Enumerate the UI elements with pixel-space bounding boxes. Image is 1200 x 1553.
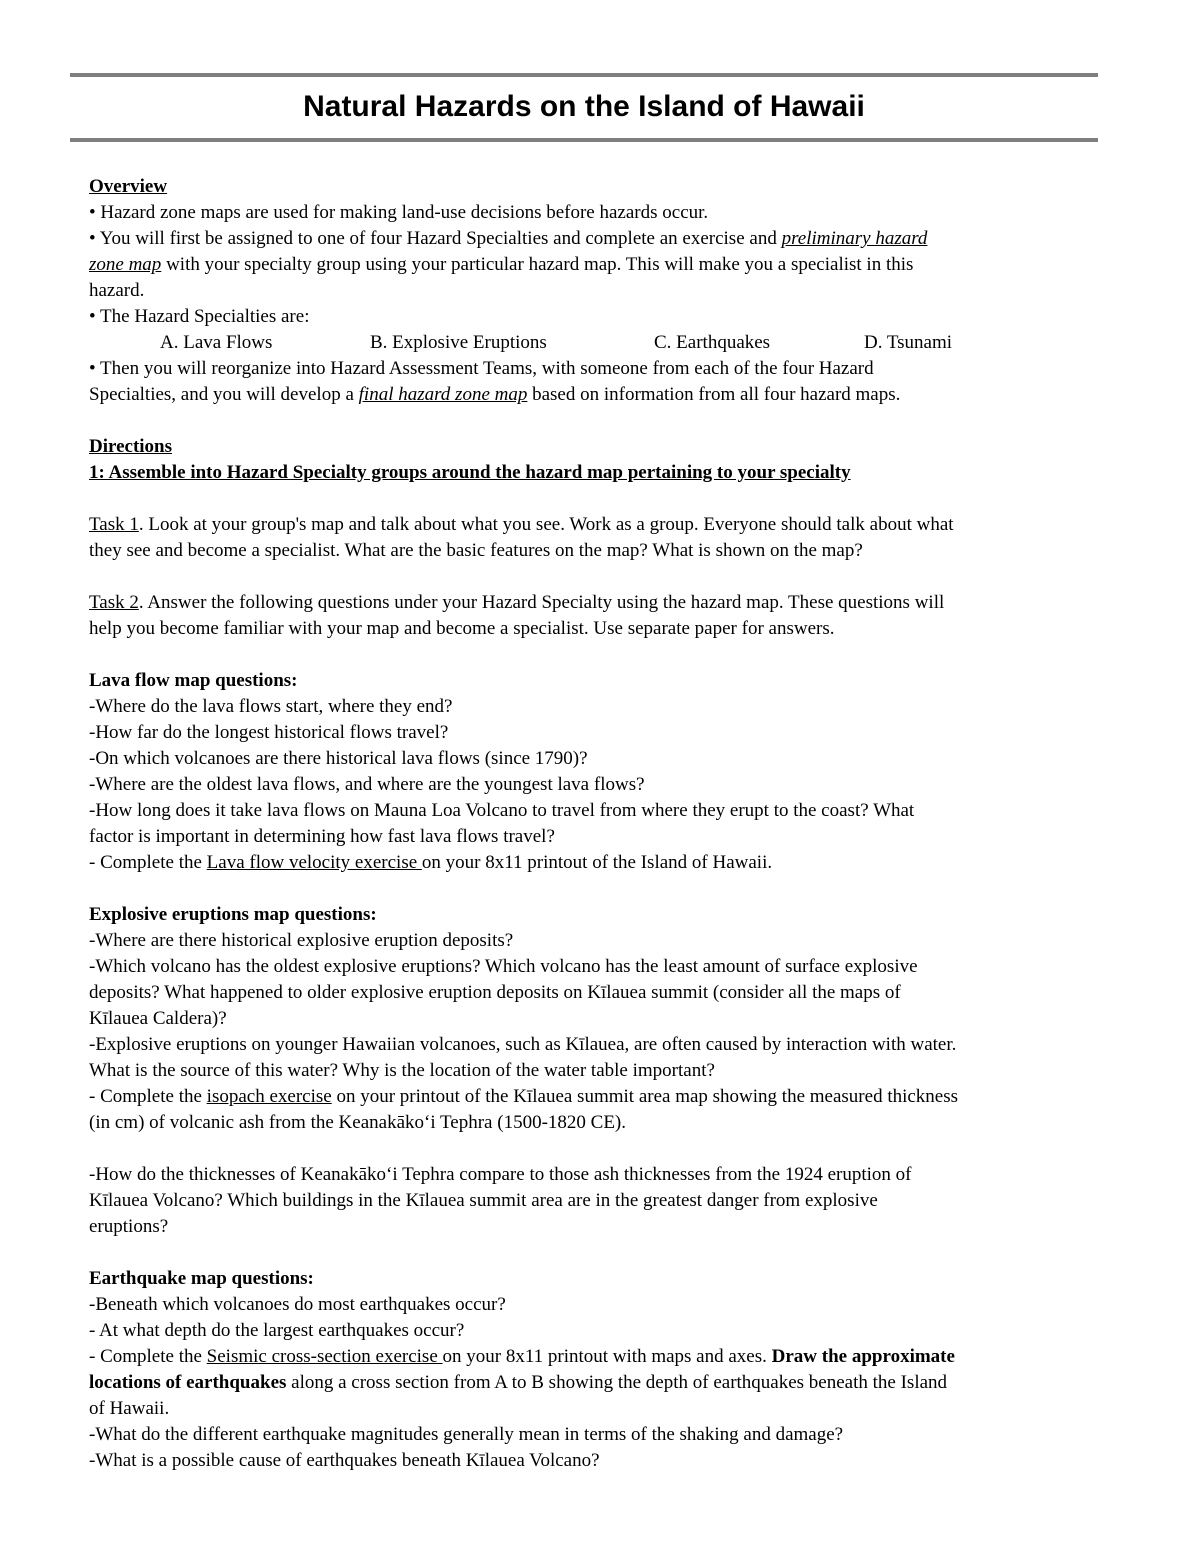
title-bottom-rule: [70, 138, 1098, 142]
overview-bullet-4: • Then you will reorganize into Hazard Assessment Teams, with someone from each of the four Hazard: [89, 358, 874, 379]
explosive-question-5: -How do the thicknesses of Keanakāko‘i Tephra compare to those ash thicknesses from the 1924 eruption of: [89, 1164, 912, 1185]
lava-question-6-text: - Complete the: [89, 852, 207, 873]
preliminary-hazard-link[interactable]: preliminary hazard: [781, 228, 928, 249]
spacer: [89, 1136, 1129, 1162]
overview-bullet-4-text: Specialties, and you will develop a: [89, 384, 359, 405]
earthquake-question-3-text-c: along a cross section from A to B showing the depth of earthquakes beneath the Island: [286, 1372, 948, 1393]
document-body: [89, 174, 1129, 1474]
earthquake-question-3-cont: [89, 1370, 1129, 1396]
lava-question-3: -On which volcanoes are there historical lava flows (since 1790)?: [89, 748, 588, 769]
explosive-question-4-cont: (in cm) of volcanic ash from the Keanakāko‘i Tephra (1500-1820 CE).: [89, 1112, 627, 1133]
zone-map-link[interactable]: zone map: [89, 254, 162, 275]
overview-heading: Overview: [89, 176, 168, 197]
overview-bullet-2-text-b: with your specialty group using your particular hazard map. This will make you a specialist in this: [161, 254, 914, 275]
explosive-question-4-text: - Complete the: [89, 1086, 207, 1107]
spacer: [89, 408, 1129, 434]
directions-heading: Directions: [89, 436, 173, 457]
spacer: [89, 1240, 1129, 1266]
explosive-question-3-cont: What is the source of this water? Why is the location of the water table important?: [89, 1060, 715, 1081]
task-2: [89, 590, 1129, 616]
explosive-question-4-text-end: on your printout of the Kīlauea summit area map showing the measured thickness: [331, 1086, 959, 1107]
explosive-heading: Explosive eruptions map questions:: [89, 904, 377, 925]
specialty-c: C. Earthquakes: [654, 332, 771, 353]
earthquake-question-3-end: of Hawaii.: [89, 1398, 170, 1419]
specialty-a: A. Lava Flows: [160, 332, 273, 353]
spacer: [89, 486, 1129, 512]
task-2-text: . Answer the following questions under your Hazard Specialty using the hazard map. These questions will: [138, 592, 945, 613]
spacer: [89, 564, 1129, 590]
task-1-cont: they see and become a specialist. What are the basic features on the map? What is shown on the map?: [89, 540, 863, 561]
explosive-question-1: -Where are there historical explosive eruption deposits?: [89, 930, 514, 951]
explosive-question-5-end: eruptions?: [89, 1216, 169, 1237]
spacer: [89, 876, 1129, 902]
explosive-question-2-cont: deposits? What happened to older explosive eruption deposits on Kīlauea summit (consider all the maps of: [89, 982, 901, 1003]
earthquake-question-3-bold-b: locations of earthquakes: [89, 1372, 287, 1393]
overview-bullet-4-cont: [89, 382, 1129, 408]
specialty-d: D. Tsunami: [864, 332, 953, 353]
earthquake-heading: Earthquake map questions:: [89, 1268, 314, 1289]
overview-bullet-2-cont: [89, 252, 1129, 278]
overview-bullet-2-end: hazard.: [89, 280, 145, 301]
lava-flow-velocity-exercise-link[interactable]: Lava flow velocity exercise: [206, 852, 422, 873]
task-1-text: . Look at your group's map and talk about what you see. Work as a group. Everyone should talk about what: [138, 514, 954, 535]
isopach-exercise-link[interactable]: isopach exercise: [206, 1086, 332, 1107]
earthquake-question-3-text: - Complete the: [89, 1346, 207, 1367]
earthquake-question-5: -What is a possible cause of earthquakes beneath Kīlauea Volcano?: [89, 1450, 600, 1471]
directions-step-1: 1: Assemble into Hazard Specialty groups around the hazard map pertaining to your specialty: [89, 462, 851, 483]
overview-bullet-4-text-end: based on information from all four hazard maps.: [527, 384, 901, 405]
specialty-b: B. Explosive Eruptions: [370, 332, 547, 353]
final-hazard-zone-map-link[interactable]: final hazard zone map: [358, 384, 528, 405]
spacer: [89, 642, 1129, 668]
lava-question-6: [89, 850, 1129, 876]
lava-question-5: -How long does it take lava flows on Mauna Loa Volcano to travel from where they erupt to the coast? What: [89, 800, 915, 821]
task-2-cont: help you become familiar with your map and become a specialist. Use separate paper for answers.: [89, 618, 835, 639]
earthquake-question-1: -Beneath which volcanoes do most earthquakes occur?: [89, 1294, 506, 1315]
explosive-question-2: -Which volcano has the oldest explosive eruptions? Which volcano has the least amount of surface explosive: [89, 956, 918, 977]
explosive-question-3: -Explosive eruptions on younger Hawaiian volcanoes, such as Kīlauea, are often caused by interaction with water.: [89, 1034, 957, 1055]
lava-question-2: -How far do the longest historical flows travel?: [89, 722, 449, 743]
specialties-row: [89, 330, 1129, 356]
earthquake-question-3: [89, 1344, 1129, 1370]
explosive-question-5-cont: Kīlauea Volcano? Which buildings in the Kīlauea summit area are in the greatest danger from explosive: [89, 1190, 878, 1211]
lava-question-4: -Where are the oldest lava flows, and where are the youngest lava flows?: [89, 774, 645, 795]
explosive-question-2-end: Kīlauea Caldera)?: [89, 1008, 227, 1029]
task-1-label: Task 1: [89, 514, 139, 535]
earthquake-question-2: - At what depth do the largest earthquakes occur?: [89, 1320, 465, 1341]
earthquake-question-4: -What do the different earthquake magnitudes generally mean in terms of the shaking and damage?: [89, 1424, 844, 1445]
lava-question-1: -Where do the lava flows start, where they end?: [89, 696, 453, 717]
lava-question-6-text-end: on your 8x11 printout of the Island of Hawaii.: [421, 852, 773, 873]
overview-bullet-2-text: • You will first be assigned to one of four Hazard Specialties and complete an exercise and: [89, 228, 782, 249]
task-1: [89, 512, 1129, 538]
lava-question-5-cont: factor is important in determining how fast lava flows travel?: [89, 826, 555, 847]
earthquake-question-3-bold-a: Draw the approximate: [771, 1346, 955, 1367]
lava-heading: Lava flow map questions:: [89, 670, 298, 691]
explosive-question-4: [89, 1084, 1129, 1110]
overview-bullet-1: • Hazard zone maps are used for making land-use decisions before hazards occur.: [89, 202, 709, 223]
seismic-cross-section-exercise-link[interactable]: Seismic cross-section exercise: [206, 1346, 443, 1367]
overview-bullet-3: • The Hazard Specialties are:: [89, 306, 310, 327]
task-2-label: Task 2: [89, 592, 139, 613]
page-title: Natural Hazards on the Island of Hawaii: [303, 90, 865, 123]
earthquake-question-3-text-b: on your 8x11 printout with maps and axes.: [442, 1346, 772, 1367]
title-top-rule: [70, 73, 1098, 77]
overview-bullet-2: [89, 226, 1129, 252]
